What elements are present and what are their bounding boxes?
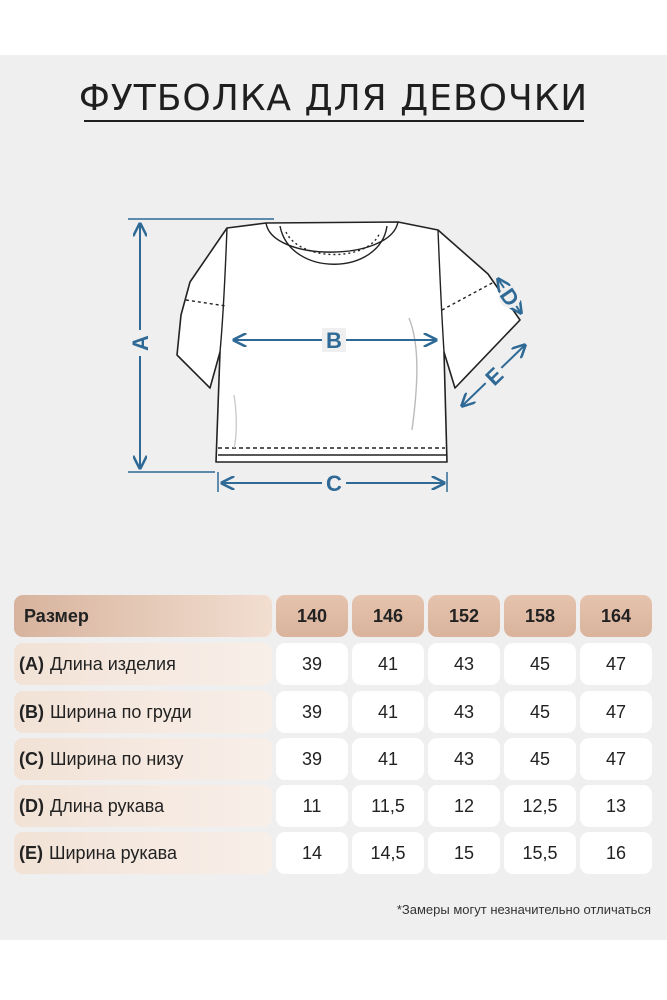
label-b: B bbox=[326, 328, 342, 353]
measurement-value: 11,5 bbox=[352, 785, 424, 827]
measurement-name: Ширина по низу bbox=[50, 748, 184, 769]
measurement-value: 14,5 bbox=[352, 832, 424, 874]
measurement-value: 43 bbox=[428, 643, 500, 685]
measurement-value: 15 bbox=[428, 832, 500, 874]
size-header-cell: 152 bbox=[428, 595, 500, 637]
label-d: D bbox=[494, 283, 525, 311]
measurement-row-label bbox=[14, 832, 272, 874]
page-title: ФУТБОЛКА ДЛЯ ДЕВОЧКИ bbox=[78, 78, 589, 119]
measurement-value: 11 bbox=[276, 785, 348, 827]
label-e: E bbox=[480, 362, 509, 391]
measurement-value: 45 bbox=[504, 738, 576, 780]
measurement-value: 16 bbox=[580, 832, 652, 874]
measurement-value: 15,5 bbox=[504, 832, 576, 874]
measurement-row-label bbox=[14, 691, 272, 733]
measurement-name: Длина рукава bbox=[50, 795, 165, 816]
measurement-value: 13 bbox=[580, 785, 652, 827]
measurement-name: Длина изделия bbox=[50, 653, 176, 674]
size-header-cell: 140 bbox=[276, 595, 348, 637]
label-a: A bbox=[128, 335, 153, 351]
measurement-value: 14 bbox=[276, 832, 348, 874]
measurement-value: 43 bbox=[428, 738, 500, 780]
tshirt-diagram bbox=[0, 190, 667, 510]
title-underline bbox=[84, 120, 584, 122]
measurement-row-label bbox=[14, 643, 272, 685]
measurement-code: (A) bbox=[19, 653, 44, 674]
measurement-value: 41 bbox=[352, 738, 424, 780]
measurement-value: 45 bbox=[504, 691, 576, 733]
measurement-row-label bbox=[14, 738, 272, 780]
measurement-value: 47 bbox=[580, 691, 652, 733]
measurement-value: 39 bbox=[276, 738, 348, 780]
measurement-value: 47 bbox=[580, 738, 652, 780]
measurement-value: 39 bbox=[276, 691, 348, 733]
measurement-code: (B) bbox=[19, 701, 44, 722]
size-header-label: Размер bbox=[14, 595, 272, 637]
measurement-value: 41 bbox=[352, 643, 424, 685]
measurement-value: 45 bbox=[504, 643, 576, 685]
measurement-code: (D) bbox=[19, 795, 44, 816]
disclaimer-note: *Замеры могут незначительно отличаться bbox=[396, 902, 651, 917]
measurement-value: 39 bbox=[276, 643, 348, 685]
size-header-cell: 158 bbox=[504, 595, 576, 637]
measurement-value: 47 bbox=[580, 643, 652, 685]
size-header-cell: 146 bbox=[352, 595, 424, 637]
measurement-value: 12 bbox=[428, 785, 500, 827]
measurement-name: Ширина по груди bbox=[50, 701, 192, 722]
size-header-cell: 164 bbox=[580, 595, 652, 637]
label-c: C bbox=[326, 471, 342, 496]
measurement-name: Ширина рукава bbox=[49, 842, 178, 863]
tshirt-outline bbox=[177, 222, 520, 462]
measurement-code: (E) bbox=[19, 842, 43, 863]
measurement-value: 12,5 bbox=[504, 785, 576, 827]
measurement-value: 41 bbox=[352, 691, 424, 733]
measurement-value: 43 bbox=[428, 691, 500, 733]
measurement-code: (C) bbox=[19, 748, 44, 769]
measurement-row-label bbox=[14, 785, 272, 827]
